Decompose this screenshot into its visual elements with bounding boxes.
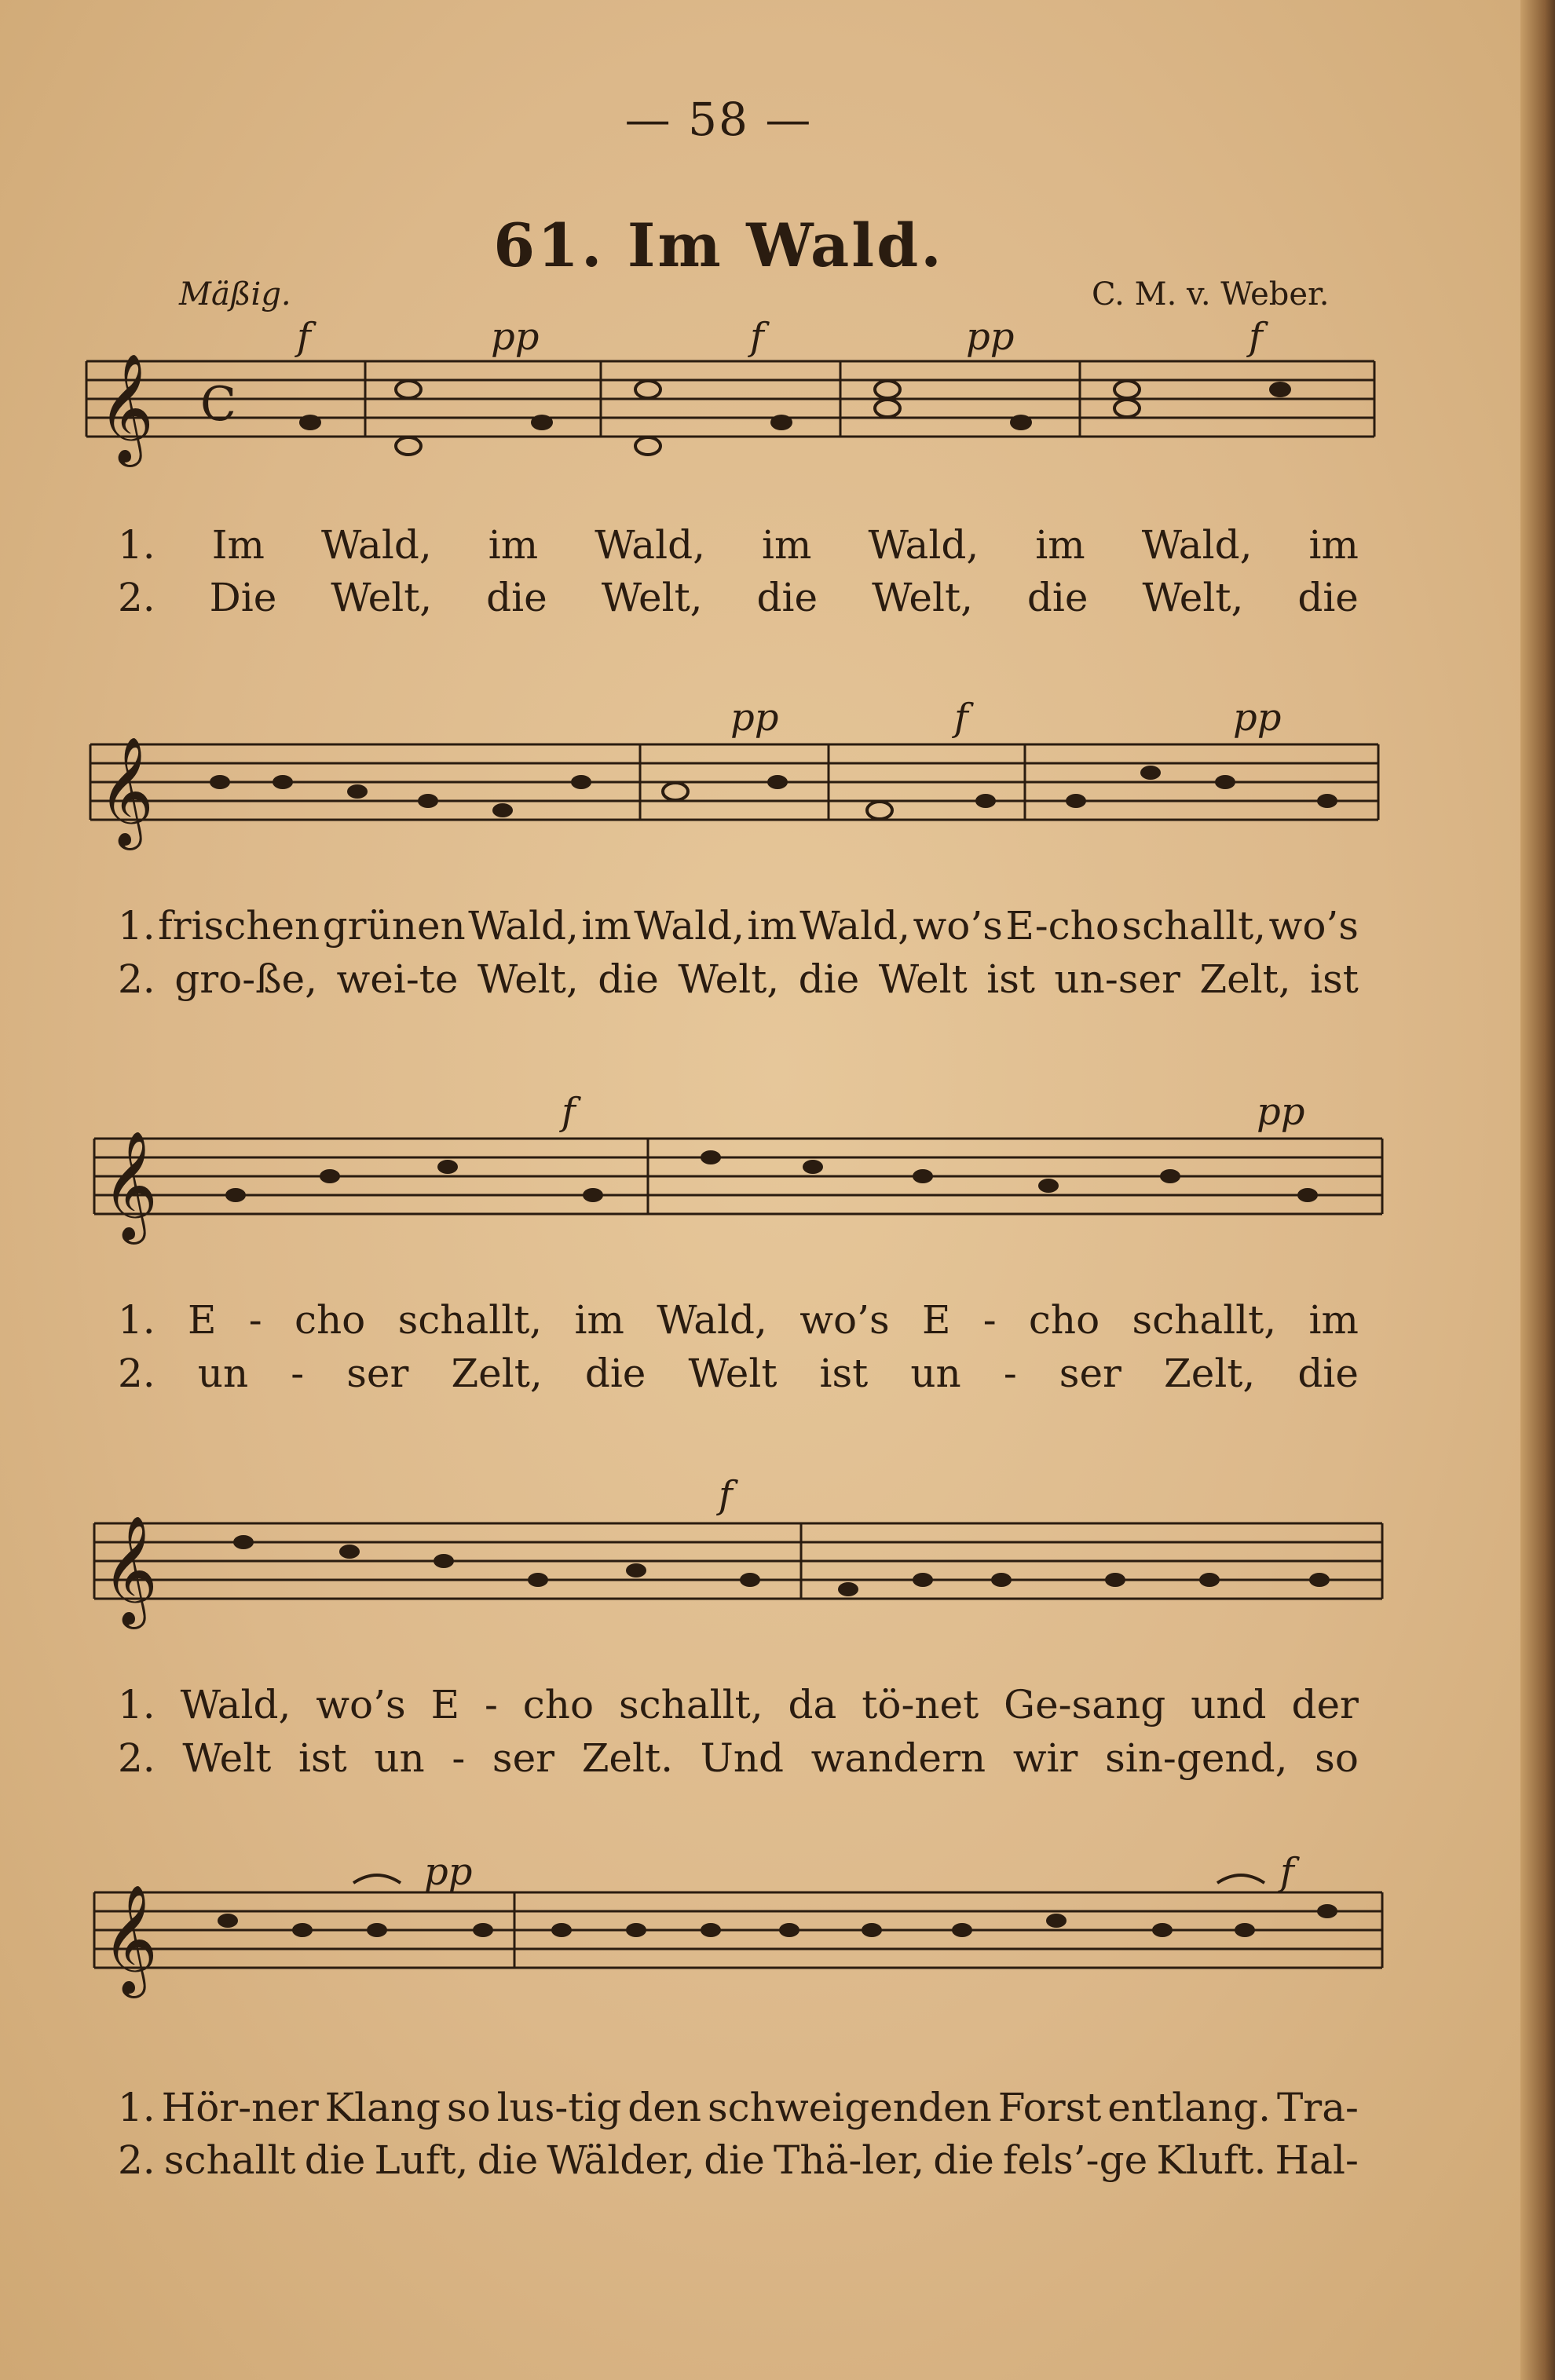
lyric-syllable: schallt, bbox=[1132, 1297, 1277, 1343]
tempo-marking: Mäßig. bbox=[179, 276, 291, 313]
dynamic-mark: f bbox=[297, 315, 311, 359]
lyric-syllable: - bbox=[1003, 1351, 1017, 1396]
lyric-syllable: im bbox=[574, 1297, 624, 1343]
lyric-syllable: die bbox=[756, 575, 818, 620]
lyric-syllable: Wald, bbox=[180, 1682, 291, 1727]
lyric-syllable: - bbox=[982, 1297, 997, 1343]
lyric-syllable: die bbox=[798, 956, 860, 1002]
dynamic-mark: pp bbox=[424, 1850, 473, 1894]
treble-clef-icon: 𝄞 bbox=[102, 1515, 158, 1625]
dynamic-mark: f bbox=[954, 696, 968, 740]
dynamic-mark: pp bbox=[730, 696, 779, 740]
treble-clef-icon: 𝄞 bbox=[102, 1885, 158, 1994]
lyric-syllable: sin-gend, bbox=[1105, 1735, 1288, 1781]
lyric-syllable: 2. bbox=[118, 1735, 156, 1781]
lyrics-verse-2 bbox=[118, 1735, 1359, 1781]
lyric-syllable: tö-net bbox=[862, 1682, 979, 1727]
lyric-syllable: Im bbox=[211, 522, 265, 568]
lyric-syllable: im bbox=[488, 522, 539, 568]
lyric-syllable: un-ser bbox=[1054, 956, 1180, 1002]
lyrics-verse-1 bbox=[118, 2085, 1359, 2130]
lyric-syllable: 1. bbox=[118, 1297, 156, 1343]
lyric-syllable: grünen bbox=[322, 903, 466, 949]
lyric-syllable: Wald, bbox=[799, 903, 911, 949]
lyric-syllable: 2. bbox=[118, 2137, 156, 2183]
lyric-syllable: Welt, bbox=[601, 575, 703, 620]
lyric-syllable: die bbox=[486, 575, 547, 620]
lyric-syllable: wei-te bbox=[336, 956, 459, 1002]
dynamic-mark: f bbox=[750, 315, 764, 359]
staff-system-4 bbox=[94, 1515, 1382, 1629]
lyric-syllable: 1. bbox=[118, 522, 156, 568]
lyric-syllable: Zelt, bbox=[1199, 956, 1291, 1002]
lyric-syllable: - bbox=[452, 1735, 466, 1781]
lyric-syllable: Welt, bbox=[1142, 575, 1244, 620]
lyric-syllable: fels’-ge bbox=[1003, 2137, 1148, 2183]
lyric-syllable: die bbox=[1297, 1351, 1359, 1396]
staff-system-2 bbox=[90, 737, 1378, 850]
lyric-syllable: Klang bbox=[324, 2085, 441, 2130]
lyric-syllable: Forst bbox=[997, 2085, 1102, 2130]
lyric-syllable: schweigenden bbox=[707, 2085, 992, 2130]
lyric-syllable: ser bbox=[346, 1351, 409, 1396]
lyric-syllable: Welt, bbox=[678, 956, 780, 1002]
lyric-syllable: ser bbox=[492, 1735, 555, 1781]
lyric-syllable: ist bbox=[819, 1351, 869, 1396]
song-title: 61. Im Wald. bbox=[493, 210, 944, 280]
lyric-syllable: im bbox=[747, 903, 797, 949]
lyric-syllable: Zelt, bbox=[451, 1351, 543, 1396]
lyric-syllable: E bbox=[430, 1682, 460, 1727]
lyric-syllable: - bbox=[291, 1351, 305, 1396]
lyric-syllable: Wald, bbox=[868, 522, 979, 568]
lyrics-verse-2 bbox=[118, 1351, 1359, 1396]
lyric-syllable: Welt bbox=[688, 1351, 778, 1396]
dynamic-mark: f bbox=[1249, 315, 1263, 359]
lyrics-verse-2 bbox=[118, 575, 1359, 620]
lyric-syllable: wo’s bbox=[316, 1682, 406, 1727]
lyric-syllable: Welt bbox=[182, 1735, 272, 1781]
lyric-syllable: lus-tig bbox=[496, 2085, 622, 2130]
lyrics-verse-2 bbox=[118, 956, 1359, 1002]
lyric-syllable: Kluft. bbox=[1156, 2137, 1267, 2183]
lyrics-verse-1 bbox=[118, 1682, 1359, 1727]
lyric-syllable: Wald, bbox=[1141, 522, 1253, 568]
lyric-syllable: ser bbox=[1059, 1351, 1121, 1396]
lyric-syllable: wo’s bbox=[799, 1297, 890, 1343]
dynamic-mark: pp bbox=[966, 315, 1015, 359]
lyric-syllable: die bbox=[1297, 575, 1359, 620]
lyric-syllable: Zelt. bbox=[581, 1735, 673, 1781]
lyric-syllable: im bbox=[1308, 522, 1359, 568]
treble-clef-icon: 𝄞 bbox=[102, 1131, 158, 1240]
lyric-syllable: Welt, bbox=[477, 956, 579, 1002]
lyric-syllable: un bbox=[910, 1351, 961, 1396]
lyric-syllable: Wald, bbox=[595, 522, 705, 568]
dynamic-mark: f bbox=[562, 1090, 576, 1134]
lyrics-verse-2 bbox=[118, 2137, 1359, 2183]
fermata-icon bbox=[353, 1875, 401, 1883]
lyric-syllable: die bbox=[598, 956, 659, 1002]
lyric-syllable: ist bbox=[298, 1735, 347, 1781]
lyric-syllable: un bbox=[197, 1351, 249, 1396]
lyric-syllable: 2. bbox=[118, 956, 156, 1002]
lyric-syllable: ist bbox=[1310, 956, 1359, 1002]
lyric-syllable: cho bbox=[522, 1682, 595, 1727]
lyric-syllable: Ge-sang bbox=[1004, 1682, 1166, 1727]
staff-system-5 bbox=[94, 1875, 1382, 1998]
lyric-syllable: schallt, bbox=[1121, 903, 1267, 949]
lyric-syllable: entlang. bbox=[1107, 2085, 1271, 2130]
lyric-syllable: Luft, bbox=[374, 2137, 469, 2183]
lyric-syllable: Thä-ler, bbox=[774, 2137, 925, 2183]
lyric-syllable: Wald, bbox=[634, 903, 745, 949]
lyric-syllable: die bbox=[933, 2137, 994, 2183]
lyric-syllable: 2. bbox=[118, 1351, 156, 1396]
lyric-syllable: - bbox=[248, 1297, 262, 1343]
lyric-syllable: wo’s bbox=[913, 903, 1003, 949]
lyric-syllable: Welt, bbox=[331, 575, 433, 620]
dynamic-mark: pp bbox=[1257, 1090, 1305, 1134]
lyric-syllable: schallt, bbox=[618, 1682, 763, 1727]
lyric-syllable: 1. bbox=[118, 2085, 156, 2130]
lyric-syllable: ist bbox=[986, 956, 1035, 1002]
lyric-syllable: die bbox=[477, 2137, 539, 2183]
lyric-syllable: cho bbox=[294, 1297, 366, 1343]
lyric-syllable: die bbox=[304, 2137, 366, 2183]
fermata-icon bbox=[1217, 1875, 1264, 1883]
lyric-syllable: Und bbox=[700, 1735, 784, 1781]
dynamic-mark: f bbox=[1280, 1850, 1294, 1894]
lyric-syllable: schallt bbox=[163, 2137, 296, 2183]
lyric-syllable: Welt, bbox=[872, 575, 973, 620]
lyric-syllable: die bbox=[584, 1351, 646, 1396]
lyric-syllable: so bbox=[1315, 1735, 1359, 1781]
lyric-syllable: Welt bbox=[878, 956, 968, 1002]
lyric-syllable: im bbox=[1308, 1297, 1359, 1343]
lyric-syllable: im bbox=[762, 522, 812, 568]
lyric-syllable: wir bbox=[1012, 1735, 1078, 1781]
lyric-syllable: Tra- bbox=[1276, 2085, 1359, 2130]
lyric-syllable: Hal- bbox=[1275, 2137, 1359, 2183]
lyric-syllable: die bbox=[1026, 575, 1088, 620]
lyric-syllable: schallt, bbox=[397, 1297, 543, 1343]
lyric-syllable: Zelt, bbox=[1164, 1351, 1256, 1396]
lyric-syllable: E bbox=[921, 1297, 951, 1343]
lyric-syllable: die bbox=[704, 2137, 765, 2183]
staff-system-3 bbox=[94, 1131, 1382, 1245]
composer: C. M. v. Weber. bbox=[1092, 276, 1330, 313]
lyric-syllable: Hör-ner bbox=[161, 2085, 319, 2130]
lyric-syllable: cho bbox=[1028, 1297, 1100, 1343]
dynamic-mark: f bbox=[719, 1473, 733, 1517]
page-number: — 58 — bbox=[624, 93, 813, 146]
lyric-syllable: E-cho bbox=[1005, 903, 1119, 949]
staff-system-1 bbox=[86, 353, 1374, 467]
lyric-syllable: im bbox=[581, 903, 631, 949]
lyric-syllable: frischen bbox=[158, 903, 320, 949]
dynamic-mark: pp bbox=[1233, 696, 1282, 740]
lyric-syllable: so bbox=[446, 2085, 491, 2130]
lyric-syllable: wo’s bbox=[1268, 903, 1359, 949]
lyric-syllable: Wald, bbox=[320, 522, 432, 568]
treble-clef-icon: 𝄞 bbox=[98, 353, 154, 462]
dynamic-mark: pp bbox=[491, 315, 540, 359]
lyric-syllable: im bbox=[1035, 522, 1085, 568]
treble-clef-icon: 𝄞 bbox=[98, 737, 154, 846]
lyrics-verse-1 bbox=[118, 903, 1359, 949]
lyric-syllable: un bbox=[374, 1735, 425, 1781]
lyric-syllable: 1. bbox=[118, 903, 156, 949]
lyric-syllable: Die bbox=[209, 575, 277, 620]
lyric-syllable: und bbox=[1191, 1682, 1267, 1727]
common-time-icon: C bbox=[200, 377, 236, 432]
lyric-syllable: gro-ße, bbox=[174, 956, 317, 1002]
lyric-syllable: den bbox=[627, 2085, 702, 2130]
lyrics-verse-1 bbox=[118, 522, 1359, 568]
lyric-syllable: der bbox=[1291, 1682, 1359, 1727]
lyric-syllable: Wälder, bbox=[547, 2137, 696, 2183]
lyric-syllable: Wald, bbox=[657, 1297, 767, 1343]
lyric-syllable: E bbox=[188, 1297, 217, 1343]
lyric-syllable: - bbox=[484, 1682, 498, 1727]
lyric-syllable: wandern bbox=[810, 1735, 986, 1781]
lyric-syllable: 2. bbox=[118, 575, 156, 620]
lyrics-verse-1 bbox=[118, 1297, 1359, 1343]
lyric-syllable: da bbox=[788, 1682, 837, 1727]
lyric-syllable: Wald, bbox=[468, 903, 579, 949]
lyric-syllable: 1. bbox=[118, 1682, 156, 1727]
